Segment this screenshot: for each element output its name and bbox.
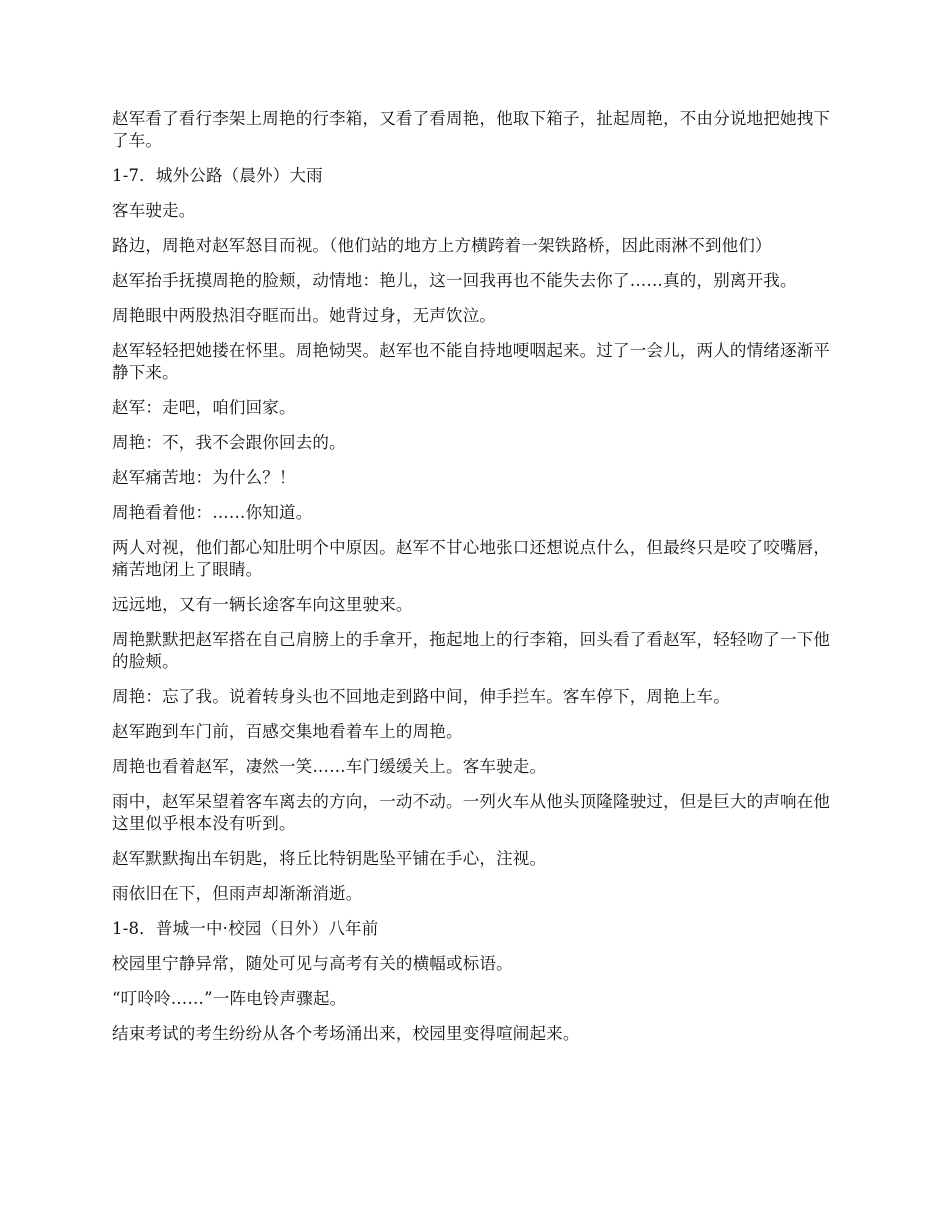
document-body [112, 108, 840, 1058]
paragraph: 周艳眼中两股热泪夺眶而出。她背过身，无声饮泣。 [112, 306, 497, 325]
paragraph: 周艳也看着赵军，凄然一笑……车门缓缓关上。客车驶走。 [112, 757, 547, 776]
scene-heading: 1-7．城外公路（晨外）大雨 [112, 166, 323, 185]
paragraph: 雨中，赵军呆望着客车离去的方向，一动不动。一列火车从他头顶隆隆驶过，但是巨大的声响在他这里似乎根本没有听到。 [112, 792, 831, 833]
paragraph: 雨依旧在下，但雨声却渐渐消逝。 [112, 884, 363, 903]
dialogue-line: 周艳：忘了我。说着转身头也不回地走到路中间，伸手拦车。客车停下，周艳上车。 [112, 687, 730, 706]
paragraph: 赵军默默掏出车钥匙，将丘比特钥匙坠平铺在手心，注视。 [112, 849, 547, 868]
paragraph: 校园里宁静异常，随处可见与高考有关的横幅或标语。 [112, 954, 513, 973]
paragraph: 两人对视，他们都心知肚明个中原因。赵军不甘心地张口还想说点什么，但最终只是咬了咬嘴唇，痛苦地闭上了眼睛。 [112, 538, 831, 579]
paragraph: 周艳默默把赵军搭在自己肩膀上的手拿开，拖起地上的行李箱，回头看了看赵军，轻轻吻了一下他的脸颊。 [112, 630, 831, 671]
paragraph: 赵军跑到车门前，百感交集地看着车上的周艳。 [112, 722, 463, 741]
dialogue-line: 周艳看着他：……你知道。 [112, 503, 313, 522]
dialogue-line: 周艳：不，我不会跟你回去的。 [112, 433, 346, 452]
dialogue-line: 赵军：走吧，咱们回家。 [112, 398, 296, 417]
paragraph: 赵军抬手抚摸周艳的脸颊，动情地：艳儿，这一回我再也不能失去你了……真的，别离开我。 [112, 271, 797, 290]
paragraph: 路边，周艳对赵军怒目而视。（他们站的地方上方横跨着一架铁路桥，因此雨淋不到他们） [112, 236, 772, 255]
paragraph: 赵军看了看行李架上周艳的行李箱，又看了看周艳，他取下箱子，扯起周艳，不由分说地把她拽下了车。 [112, 109, 831, 150]
paragraph: 赵军轻轻把她搂在怀里。周艳恸哭。赵军也不能自持地哽咽起来。过了一会儿，两人的情绪逐渐平静下来。 [112, 341, 831, 382]
scene-heading: 1-8．普城一中·校园（日外）八年前 [112, 919, 379, 938]
paragraph: 结束考试的考生纷纷从各个考场涌出来，校园里变得喧闹起来。 [112, 1024, 580, 1043]
dialogue-line: 赵军痛苦地：为什么？！ [112, 468, 296, 487]
paragraph: 客车驶走。 [112, 201, 196, 220]
paragraph: 远远地，又有一辆长途客车向这里驶来。 [112, 595, 413, 614]
paragraph: “叮呤呤……”一阵电铃声骤起。 [112, 989, 347, 1008]
